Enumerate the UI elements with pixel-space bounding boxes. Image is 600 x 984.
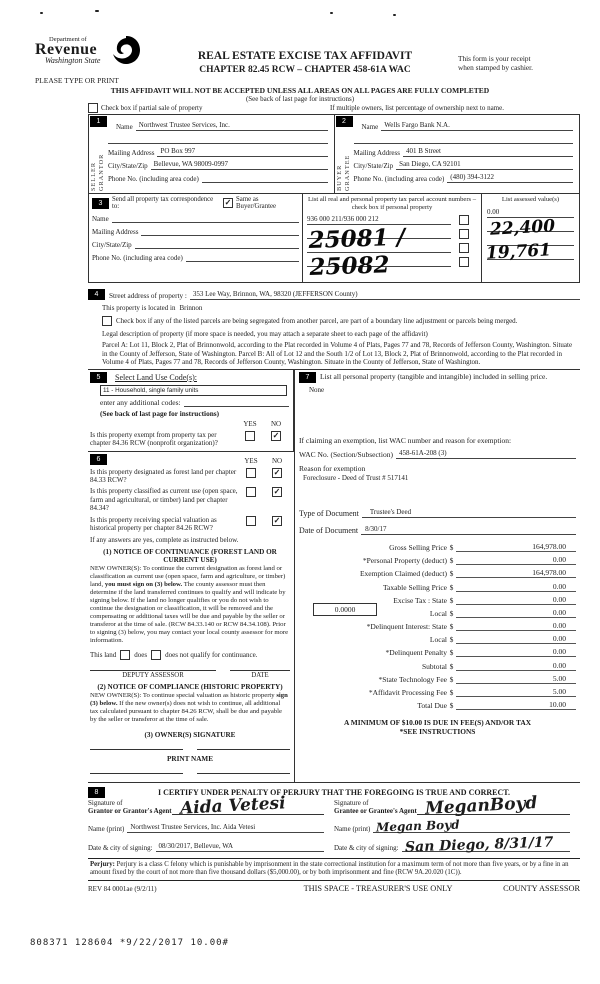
assessed-header: List assessed value(s): [501, 196, 560, 203]
grantor-date-label: Date & city of signing:: [88, 843, 153, 852]
assessed-handwritten-2: 19,761: [485, 240, 552, 264]
historic-no-checkbox[interactable]: ✓: [273, 515, 281, 525]
money-value-10: 5.00: [456, 674, 576, 684]
no-header-2: NO: [271, 456, 283, 465]
acceptance-warning: THIS AFFIDAVIT WILL NOT BE ACCEPTED UNLESS ALL AREAS ON ALL PAGES ARE FULLY COMPLETED: [110, 86, 490, 95]
money-value-0: 164,978.00: [456, 542, 576, 552]
seller-section: [89, 115, 334, 193]
notice-continuance-body: [90, 565, 290, 645]
grantee-date-label: Date & city of signing:: [334, 843, 399, 852]
dollar-sign: $: [449, 674, 454, 684]
wac-number-value: 458-61A-208 (3): [396, 449, 576, 459]
section-3-tab: 3: [92, 198, 109, 209]
deputy-assessor-label: DEPUTY ASSESSOR: [122, 672, 184, 680]
exempt-question: Is this property exempt from property tax per chapter 84.36 RCW (nonprofit organization)?: [90, 430, 218, 448]
reason-exemption-value: Foreclosure - Deed of Trust # 517141: [303, 473, 409, 482]
money-label-12: Total Due: [417, 701, 447, 711]
form-rev-number: REV 84 0001ae (9/2/11): [88, 884, 157, 893]
grantee-name-handwritten: Megan Boyd: [376, 817, 461, 835]
question-current-use: Is this property classified as current use (open space, farm and agricultural, or timber) land per chapter 84.34?: [90, 487, 238, 513]
left-column: [88, 370, 295, 782]
please-type-or-print: PLEASE TYPE OR PRINT: [35, 76, 119, 85]
grantee-signature-block: [334, 792, 580, 819]
buyer-name-value: Wells Fargo Bank N.A.: [381, 121, 573, 131]
grantor-signature-line: [172, 793, 324, 819]
dollar-sign: $: [449, 701, 454, 711]
print-name-line-2: [197, 772, 290, 774]
question-forest: Is this property designated as forest land per chapter 84.33 RCW?: [90, 467, 237, 484]
seller-fields: [106, 115, 334, 193]
money-value-9: 0.00: [456, 661, 576, 671]
dollar-sign: $: [449, 542, 454, 552]
seller-label: SELLER: [90, 161, 97, 191]
buyer-fields: [352, 115, 580, 193]
segregated-checkbox[interactable]: [102, 316, 112, 326]
form-title: REAL ESTATE EXCISE TAX AFFIDAVIT: [197, 50, 413, 62]
grantor-date-value: 08/30/2017, Bellevue, WA: [156, 842, 324, 852]
logo-dept-text: Department of: [49, 36, 87, 43]
see-back-note: (See back of last page for instructions): [245, 95, 355, 103]
receipt-note-line2: when stamped by cashier.: [458, 62, 533, 72]
corr-citystate-value: [135, 239, 299, 249]
personal-property-value: None: [309, 385, 325, 394]
logo-name-text: Revenue: [35, 41, 98, 58]
does-checkbox[interactable]: [120, 650, 130, 660]
doc-type-label: Type of Document: [299, 508, 359, 518]
section-2-tab: 2: [336, 116, 353, 127]
money-value-6: 0.00: [456, 621, 576, 631]
print-name-line-1: [90, 772, 183, 774]
scan-speck: [393, 14, 396, 16]
buyer-citystate-value: San Diego, CA 92101: [396, 160, 573, 170]
dollar-sign: $: [449, 648, 454, 658]
cashier-stamp: 808371 128604 *9/22/2017 10.00#: [30, 938, 229, 948]
scan-speck: [40, 12, 43, 14]
money-label-0: Gross Selling Price: [389, 542, 447, 552]
money-label-7: Local: [429, 635, 447, 645]
deputy-assessor-line: [90, 669, 216, 671]
street-address-value: 353 Lee Way, Brinnon, WA, 98320 (JEFFERSON County): [190, 290, 580, 300]
forest-no-checkbox[interactable]: ✓: [273, 467, 281, 477]
grantor-name-row: [88, 819, 334, 833]
reason-exemption-label: Reason for exemption: [299, 463, 366, 473]
dollar-sign: $: [449, 582, 454, 592]
corr-name-value: [112, 213, 299, 223]
same-as-buyer-checkbox[interactable]: ✓: [224, 198, 232, 207]
assessed-values-cell: [481, 194, 579, 282]
correspondence-parcel-box: [88, 194, 580, 283]
legal-description-text: Parcel A: Lot 11, Block 2, Plat of Brinnonwold, according to the Plat recorded in Volume 4 of Plats, Pages 77 and 78, Records of Jefferson County, Washington. Situate in the County of Jefferson, State of Washington. Parcel B: All of Lot 12 and the South 1/2 of Lot 13, Block 2, Plat of Brinnonwold, according to the Plat recorded in Volume 4 of Plats, Pages 77 and 78, Records of Jefferson County, Washington. Situate in the County of Jefferson, State of Washington.: [102, 341, 573, 367]
print-name-title: PRINT NAME: [167, 755, 213, 764]
parcel-typed-value: 936 000 211/936 000 212: [307, 215, 451, 225]
doc-date-label: Date of Document: [299, 525, 359, 535]
corr-citystate-label: City/State/Zip: [92, 241, 132, 249]
segregated-label: Check box if any of the listed parcels are being segregated from another parcel, are part of a boundary line adjustment or parcels being merged.: [116, 317, 518, 325]
grantor-agent-label: Grantor or Grantor's Agent: [88, 806, 172, 815]
owner-sig-line-1: [90, 748, 183, 750]
correspondence-cell: [89, 194, 302, 282]
dollar-sign: $: [449, 595, 454, 605]
grantor-signature-block: [88, 793, 334, 819]
grantor-label: GRANTOR: [98, 153, 105, 191]
county-assessor-label: COUNTY ASSESSOR: [503, 884, 580, 894]
notice2-post: If the new owner(s) does not wish to continue, all additional tax calculated pursuant to chapter 84.26 RCW, shall be due and payable by the seller or transferor at the time of sale.: [90, 700, 282, 724]
grantee-name-print-label: Name (print): [334, 824, 371, 833]
receipt-note-line1: This form is your receipt: [458, 54, 531, 63]
money-value-1: 0.00: [456, 555, 576, 565]
money-value-12: 10.00: [456, 700, 576, 710]
parcel-handwritten-value: 25081 / 25082: [308, 223, 406, 281]
wac-number-label: WAC No. (Section/Subsection): [299, 449, 393, 459]
same-as-buyer-label: Same as Buyer/Grantee: [236, 196, 277, 210]
grantee-signature-line: [417, 792, 570, 819]
revenue-swirl-icon: [110, 34, 142, 66]
dollar-sign: $: [449, 608, 454, 618]
seller-extra-line: [108, 133, 328, 144]
does-not-checkbox[interactable]: [151, 650, 161, 660]
seller-mailing-value: PO Box 997: [157, 147, 327, 157]
money-label-11: *Affidavit Processing Fee: [368, 688, 447, 698]
buyer-name-label: Name: [361, 123, 379, 131]
footer-row: [88, 884, 580, 893]
seller-name-value: Northwest Trustee Services, Inc.: [136, 121, 328, 131]
located-in-value: Brinnon: [179, 304, 203, 312]
money-value-5: 0.00: [456, 608, 576, 618]
minimum-fee-note: [299, 718, 576, 736]
seller-mailing-label: Mailing Address: [108, 149, 155, 157]
seller-phone-value: [202, 173, 328, 183]
notice1-post: The county assessor must then determine if the land transferred continues to qualify and will indicate by signing below. If the land no longer qualifies or you do not wish to continue the designation or classification, it will be removed and the compensating or additional taxes will be due and payable by the seller or transferor at the time of sale. (RCW 84.33.140 or RCW 84.34.108). Prior to signing (3) below, you may contact your local county assessor for more information.: [90, 581, 289, 645]
money-label-10: *State Technology Fee: [378, 674, 447, 684]
seller-citystate-label: City/State/Zip: [108, 162, 148, 170]
money-value-8: 0.00: [456, 647, 576, 657]
additional-codes-label: enter any additional codes:: [100, 397, 181, 407]
sig-of-label-2: Signature of: [334, 798, 369, 807]
seller-citystate-value: Bellevue, WA 98009-0997: [151, 160, 328, 170]
buyer-label: BUYER: [335, 164, 343, 191]
corr-mailing-value: [141, 226, 299, 236]
money-label-2: Exemption Claimed (deduct): [359, 569, 447, 579]
assessor-date-line: [230, 669, 290, 671]
notice-compliance-title: (2) NOTICE OF COMPLIANCE (HISTORIC PROPERTY): [97, 683, 283, 692]
money-label-9: Subtotal: [421, 661, 447, 671]
minimum-fee-line2: *SEE INSTRUCTIONS: [399, 727, 476, 737]
does-not-label: does not qualify for continuance.: [165, 651, 258, 660]
grantor-name-print-value: Northwest Trustee Services, Inc. Aida Vetesi: [127, 823, 324, 833]
partial-sale-row: [88, 103, 202, 113]
buyer-phone-label: Phone No. (including area code): [353, 175, 445, 183]
section-5-tab: 5: [90, 372, 107, 383]
form-subtitle: CHAPTER 82.45 RCW – CHAPTER 458-61A WAC: [199, 65, 411, 75]
corr-phone-label: Phone No. (including area code): [92, 254, 183, 262]
sig-of-label: Signature of: [88, 798, 123, 807]
historic-yes-checkbox[interactable]: [246, 516, 256, 526]
grantee-name-row: [334, 819, 580, 833]
assessed-typed-value: 0.00: [487, 208, 574, 218]
assessed-handwritten-1: 22,400: [489, 216, 556, 240]
buyer-mailing-label: Mailing Address: [353, 149, 400, 157]
grantee-date-value: [402, 834, 570, 856]
section-6-tab: 6: [90, 454, 107, 465]
dollar-sign: $: [449, 661, 454, 671]
grantee-agent-label: Grantee or Grantee's Agent: [334, 806, 417, 815]
form-body: [88, 114, 580, 893]
grantor-date-row: [88, 837, 334, 852]
corr-name-label: Name: [92, 215, 109, 223]
doc-type-value: Trustee's Deed: [362, 508, 576, 518]
current-use-no-checkbox[interactable]: ✓: [273, 487, 281, 497]
grantor-signature-script: Aida Vetesi: [179, 793, 286, 819]
money-label-3: Taxable Selling Price: [382, 582, 447, 592]
land-use-dropdown[interactable]: 11 - Household, single family units: [100, 385, 287, 396]
corr-phone-value: [186, 252, 299, 262]
notice1-pre: NEW OWNER(S): To continue the current designation as forest land or classification as current use (open space, farm and agriculture, or timber) land,: [90, 565, 286, 589]
doc-date-value: 8/30/17: [361, 525, 576, 535]
property-address-section: [88, 283, 580, 369]
street-address-label: Street address of property :: [109, 292, 187, 300]
buyer-mailing-value: 401 B Street: [403, 147, 573, 157]
main-columns: [88, 369, 580, 783]
notice2-pre: NEW OWNER(S): To continue special valuation as historic property: [90, 692, 277, 700]
exempt-yes-checkbox[interactable]: [245, 431, 255, 441]
certification-section: [88, 783, 580, 856]
additional-codes-value: [184, 398, 289, 407]
grantee-name-print-value: [373, 819, 570, 833]
grantee-signature-script: MeganBoyd: [424, 792, 538, 819]
revenue-logo: [35, 36, 100, 65]
current-use-yes-checkbox[interactable]: [246, 487, 256, 497]
perjury-notice: [88, 858, 580, 881]
no-header: NO: [270, 419, 282, 428]
yes-header-2: YES: [244, 456, 258, 465]
money-value-3: 0.00: [456, 582, 576, 592]
notice2-bold: sign (3) below.: [90, 692, 288, 708]
owner-sig-line-2: [197, 748, 290, 750]
notice-compliance-body: [90, 692, 290, 724]
money-value-2: 164,978.00: [456, 568, 576, 578]
right-column: [295, 370, 580, 782]
question-historic: Is this property receiving special valuation as historical property per chapter 84.26 RCW?: [90, 515, 217, 533]
logo-state-text: Washington State: [45, 56, 101, 65]
forest-yes-checkbox[interactable]: [246, 468, 256, 478]
land-use-label: Select Land Use Code(s):: [115, 372, 197, 382]
partial-sale-label: Check box if partial sale of property: [101, 104, 203, 112]
parties-box: [88, 114, 580, 194]
buyer-citystate-label: City/State/Zip: [353, 162, 394, 170]
parcel-numbers-cell: [302, 194, 481, 282]
grantee-date-handwritten: San Diego, 8/31/17: [404, 834, 554, 856]
buyer-extra-line: [354, 133, 574, 144]
money-value-4: 0.00: [456, 595, 576, 605]
money-value-7: 0.00: [456, 634, 576, 644]
section-1-tab: 1: [90, 116, 107, 127]
notice1-bold: you must sign on (3) below.: [104, 581, 183, 589]
exemption-claim-label: If claiming an exemption, list WAC number and reason for exemption:: [299, 435, 512, 445]
if-yes-note: If any answers are yes, complete as instructed below.: [90, 536, 239, 545]
seller-phone-label: Phone No. (including area code): [108, 175, 199, 183]
certify-statement: I CERTIFY UNDER PENALTY OF PERJURY THAT THE FOREGOING IS TRUE AND CORRECT.: [157, 787, 510, 797]
dollar-sign: $: [449, 622, 454, 632]
assessor-date-label: DATE: [251, 672, 269, 680]
this-land-label: This land: [90, 651, 117, 660]
receipt-note: [458, 55, 578, 72]
grantee-label: GRANTEE: [343, 154, 351, 191]
located-in-label: This property is located in: [102, 304, 176, 312]
buyer-section: [334, 115, 580, 193]
section5-see-back: (See back of last page for instructions): [100, 408, 220, 418]
treasurer-use-label: THIS SPACE - TREASURER'S USE ONLY: [303, 884, 453, 894]
section-4-tab: 4: [88, 289, 105, 300]
parcel-header: List all real and personal property tax parcel account numbers – check box if personal property: [307, 196, 477, 211]
legal-description-label: Legal description of property (if more space is needed, you may attach a separate sheet to each page of the affidavit): [102, 330, 428, 338]
dollar-sign: $: [449, 635, 454, 645]
money-label-8: *Delinquent Penalty: [385, 648, 447, 658]
corr-mailing-label: Mailing Address: [92, 228, 139, 236]
dollar-sign: $: [449, 688, 454, 698]
seller-name-label: Name: [116, 123, 133, 131]
perjury-text: Perjury is a class C felony which is punishable by imprisonment in the state correctional institution for a maximum term of not more than five years, or by a fine in an amount fixed by the court of not more than five thousand dollars ($5,000.00), or by both imprisonment and fine (RCW 9A.20.020 (1C)).: [90, 860, 569, 876]
yes-header: YES: [243, 419, 257, 428]
minimum-fee-line1: A MINIMUM OF $10.00 IS DUE IN FEE(S) AND/OR TAX: [343, 718, 532, 728]
multiple-owners-note: If multiple owners, list percentage of ownership next to name.: [330, 104, 504, 112]
dollar-sign: $: [449, 556, 454, 566]
owners-signature-title: (3) OWNER(S) SIGNATURE: [144, 731, 236, 740]
grantee-date-row: [334, 834, 580, 856]
exempt-no-checkbox[interactable]: ✓: [272, 430, 280, 440]
forest-land-section: [88, 452, 294, 775]
money-value-11: 5.00: [456, 687, 576, 697]
money-label-5: Local: [429, 608, 447, 618]
scan-speck: [95, 10, 99, 12]
section-7-tab: 7: [299, 372, 316, 383]
partial-sale-checkbox[interactable]: [88, 103, 98, 113]
notice-continuance-title: (1) NOTICE OF CONTINUANCE (FOREST LAND OR CURRENT USE): [103, 548, 277, 565]
scan-speck: [330, 12, 333, 14]
does-label: does: [134, 651, 148, 660]
personal-property-label: List all personal property (tangible and intangible) included in selling price.: [320, 371, 548, 381]
local-rate-box[interactable]: 0.0000: [313, 603, 377, 616]
money-label-4: Excise Tax : State: [393, 595, 447, 605]
land-use-section: [88, 370, 294, 452]
money-label-1: *Personal Property (deduct): [362, 556, 447, 566]
buyer-phone-value: (480) 394-3122: [447, 173, 573, 183]
section-8-tab: 8: [88, 787, 105, 798]
correspondence-label: Send all property tax correspondence to:: [112, 196, 214, 210]
perjury-label: Perjury:: [90, 860, 115, 868]
money-label-6: *Delinquent Interest: State: [366, 622, 447, 632]
dollar-sign: $: [449, 569, 454, 579]
grantor-name-print-label: Name (print): [88, 824, 125, 833]
